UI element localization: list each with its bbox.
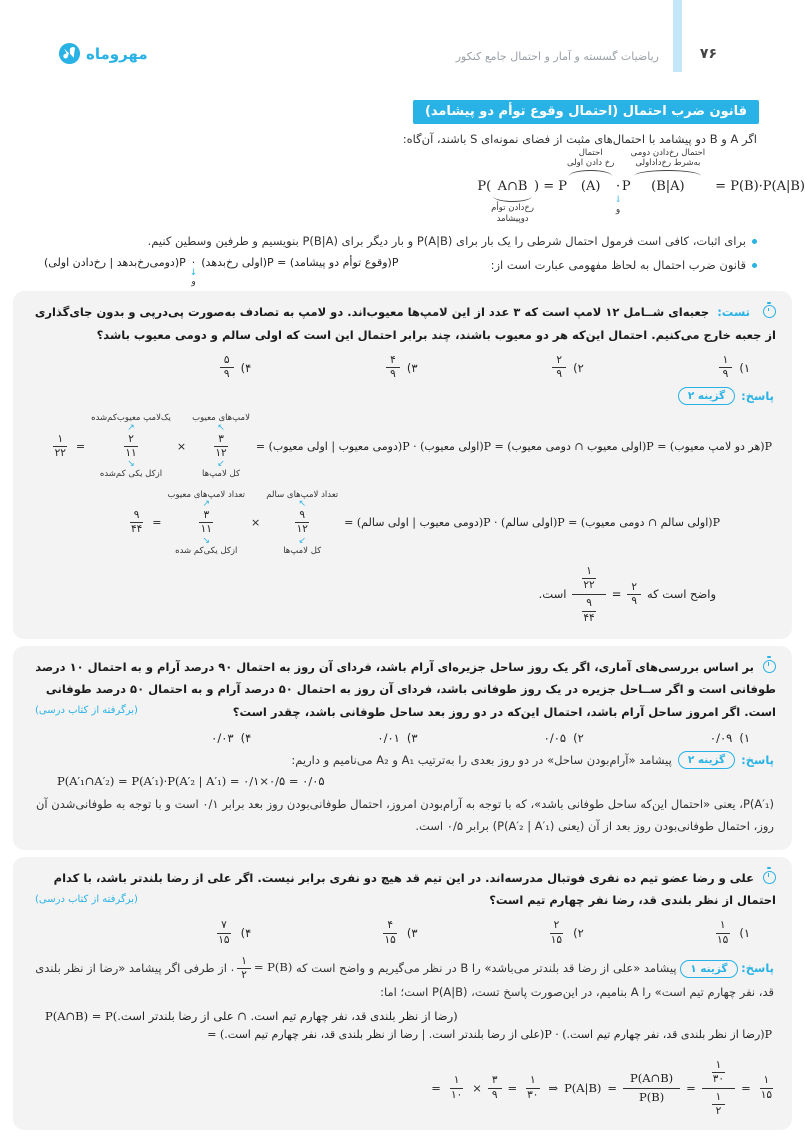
question-1-options (85, 354, 750, 381)
header-book-title: ریاضیات گسسته و آمار و احتمال جامع کنکور (455, 50, 659, 63)
down-arrow-icon: ↓ (614, 195, 622, 205)
formula-dot: · (616, 178, 621, 194)
answer-choice-badge: گزینه ۲ (678, 751, 735, 769)
fraction-bottom-label: کل لامپ‌ها (283, 545, 322, 556)
butterfly-logo-icon (58, 42, 81, 65)
option-label: ۲) (573, 360, 584, 375)
fraction-denominator: ۱۱ (200, 523, 212, 536)
question-2-head (29, 656, 776, 723)
fraction-numerator: ۱ (237, 955, 251, 969)
fraction-numerator: ۳ (199, 509, 213, 523)
fraction-denominator: ۱۲ (296, 523, 308, 536)
up-arrow-icon: ↖ (217, 422, 225, 433)
question-2-formula: P(A′₁∩A′₂) = P(A′₁)·P(A′₂ | A′₁) = ۰/۱×۰/۵ = ۰/۰۵ (57, 773, 325, 788)
annotation-joint-occurrence: رخ‌دادن توأم (491, 203, 535, 213)
question-3-text: علی و رضا عضو تیم ده نفری فوتبال مدرسه‌اند. در این تیم قد هیچ دو نفری برابر نیست. اگر علی از رضا بلندتر باشد، با کدام احتمال از نظر بلندی قد، رضا نفر چهارم تیم است؟ (53, 870, 776, 908)
solution-line-first-ok-second-defective (33, 490, 720, 557)
line1-events: رضا از نظر بلندی قد، نفر چهارم تیم است. ∩ علی از رضا بلندتر است. (117, 1008, 454, 1023)
fraction-numerator: ۱ (582, 565, 596, 579)
conclusion-pre-text: واضح است که (646, 587, 716, 602)
answer-intro-part1: پیشامد «علی از رضا قد بلندتر می‌باشد» را B در نظر می‌گیریم و واضح است که (296, 960, 677, 975)
option-label: ۳) (406, 360, 418, 375)
fraction-numerator: ۲ (550, 919, 564, 933)
question-1-head (29, 301, 776, 346)
and-word: و (191, 276, 196, 287)
fraction-top-label: یک‌لامپ معیوب‌کم‌شده (91, 413, 171, 424)
question-2-options (85, 731, 750, 745)
p-of-b: P(B) = (253, 960, 293, 975)
fraction-numerator: ۱ (712, 1059, 726, 1073)
times-sign: × (176, 439, 187, 453)
section-title-banner: قانون ضرب احتمال (احتمال وقوع توأم دو پیشامد) (413, 100, 759, 124)
fraction-denominator: ۴۴ (130, 523, 143, 536)
up-arrow-icon: ↗ (202, 499, 211, 510)
question-2-explanation: P(A′₁)، یعنی «احتمال این‌که ساحل طوفانی باشد»، که با توجه به آرام‌بودن امروز، احتمال طوفانی‌بودن روز بعد برابر ۰/۱ است و با توجه به طوفانی‌شدن آن روز، احتمال طوفانی‌بودن روز بعد از آن (یعنی P(A′₂ | A′₁)) برابر ۰/۵ است. (35, 796, 774, 833)
option-1 (584, 354, 750, 381)
question-3-box (13, 857, 792, 1131)
formula-token-a (567, 146, 614, 230)
down-arrow-icon: ↙ (298, 535, 306, 546)
fraction-denominator: ۱۵ (760, 1088, 772, 1101)
fraction-denominator: ۱۵ (550, 933, 563, 946)
equals-sign: = (607, 1081, 618, 1096)
option-label: ۱) (739, 360, 750, 375)
option-3 (251, 731, 417, 745)
question-3-line1 (45, 1009, 772, 1023)
up-arrow-icon: ↗ (127, 422, 135, 433)
option-1 (584, 919, 750, 946)
answer-label: پاسخ: (741, 389, 774, 404)
answer-intro-part2: از طرفی اگر پیشامد «رضا از نظر بلندی قد، نفر چهارم تیم است» را A بنامیم، در این‌صورت پاسخ تست، P(A|B) است؛ اما: (35, 960, 774, 999)
line1-latin: P(A∩B) = P( (45, 1008, 118, 1023)
question-3-line3 (431, 1058, 776, 1119)
formula-a-intersect-b: A∩B (497, 178, 528, 194)
formula-paren-ba: (B|A) (651, 178, 685, 194)
complex-fraction (572, 564, 605, 625)
proof-note (14, 232, 757, 252)
equals-sign: = (741, 1081, 751, 1096)
formula-token-ba (631, 146, 706, 230)
option-label: ۴) (240, 360, 252, 375)
fraction-denominator: ۳۰ (712, 1072, 725, 1085)
stopwatch-icon (763, 871, 776, 884)
times-sign: × (472, 1081, 482, 1096)
fraction-denominator: ۱۵ (717, 933, 729, 946)
formula-p-open: P( (477, 178, 492, 194)
formula-rhs: = P(B)·P(A|B) (715, 178, 805, 194)
fraction-denominator: ۳۰ (527, 1088, 539, 1101)
equals-sign: = (152, 516, 162, 530)
stopwatch-icon (763, 305, 776, 318)
fraction-denominator: ۲۲ (583, 579, 595, 592)
answer-choice-badge: گزینه ۲ (678, 387, 735, 405)
fraction-numerator: ۲ (552, 354, 566, 368)
equals-sign: = (431, 1081, 441, 1096)
option-label: ۳) (406, 926, 418, 941)
option-label: ۴) (240, 730, 252, 745)
question-2-text: بر اساس بررسی‌های آماری، اگر یک روز ساحل جزیره‌ای آرام باشد، فردای آن روز به احتمال ۹۰ درصد آرام و به احتمال ۱۰ درصد طوفانی است و اگر ســاحل جزیره در یک روز طوفانی باشد، فردای آن روز به احتمال ۵۰ درصد آرام و به احتمال ۵۰ درصد طوفانی است. اگر امروز ساحل آرام باشد، احتمال این‌که در دو روز بعد ساحل طوفانی باشد، چقدر است؟ (35, 659, 776, 719)
page-header (0, 0, 805, 86)
fraction-numerator: ۳ (488, 1074, 502, 1088)
up-arrow-icon: ↖ (298, 499, 306, 510)
question-1-answer-row (31, 387, 774, 405)
annotation-probability: احتمال (578, 147, 603, 158)
option-2 (418, 919, 584, 946)
fraction-denominator: ۱۵ (218, 933, 230, 946)
fraction-top-label: تعداد لامپ‌های سالم (266, 489, 339, 500)
fraction-bottom-label: کل لامپ‌ها (202, 469, 241, 480)
conceptual-note (491, 256, 757, 276)
complex-fraction (702, 1058, 735, 1119)
fraction-numerator: ۱ (760, 1074, 774, 1088)
down-arrow-icon: ↘ (127, 459, 135, 470)
question-1-tag: تست: (717, 305, 750, 320)
source-note: (برگرفته از کتاب درسی) (35, 893, 138, 905)
equals-sign: = (611, 587, 622, 602)
section-intro: اگر A و B دو پیشامد با احتمال‌های مثبت از فضای نمونه‌ای S باشند، آن‌گاه: (402, 132, 757, 146)
fraction-numerator: ۱ (53, 433, 67, 447)
page-number: ۷۶ (699, 46, 717, 62)
fraction-denominator: ۲ (715, 1105, 722, 1118)
fraction-denominator: ۹ (223, 368, 230, 381)
question-2-answer-row (31, 751, 774, 769)
option-label: ۲) (573, 730, 584, 745)
dot: · (191, 255, 196, 269)
labeled-fraction (192, 413, 250, 480)
option-value: ۰/۰۱ (377, 730, 400, 745)
bullet-icon (752, 263, 757, 268)
option-4 (85, 354, 251, 381)
fraction-denominator: ۲۲ (54, 446, 66, 459)
option-label: ۲) (573, 926, 584, 941)
fraction-numerator: ۵ (220, 354, 234, 368)
bullet-icon (752, 239, 757, 244)
annotation-first-occurs: رخ دادن اولی (567, 158, 615, 169)
option-value: ۰/۰۳ (211, 730, 234, 745)
equals-sign: = (507, 1081, 518, 1096)
annotation-second-probability: احتمال رخ‌دادن دومی (630, 147, 706, 158)
formula-token-dot (614, 146, 622, 230)
option-2 (418, 731, 584, 745)
fraction-numerator: ۳ (214, 433, 228, 447)
formula-paren-a: (A) (580, 178, 601, 194)
option-1 (584, 731, 750, 745)
fraction-numerator: ۱ (526, 1074, 540, 1088)
fraction-denominator: ۹ (722, 368, 729, 381)
times-sign: × (251, 516, 261, 530)
question-1-box (13, 291, 792, 639)
p-a-given-b: P(A|B) (564, 1081, 602, 1096)
conceptual-formula-dot (189, 255, 198, 287)
solution-line-both-defective (33, 413, 772, 480)
fraction-numerator: P(A∩B) (623, 1071, 680, 1089)
conceptual-note-row (44, 255, 757, 287)
option-4 (85, 731, 251, 745)
fraction-denominator: ۱۵ (384, 933, 396, 946)
formula-token (477, 146, 491, 230)
labeled-fraction (167, 490, 245, 557)
conceptual-formula (44, 255, 399, 287)
fraction-top-label: لامپ‌های معیوب (192, 413, 250, 424)
multiplication-law-formula (477, 146, 805, 230)
period: . (230, 960, 235, 975)
formula-p: P (621, 178, 631, 194)
annotation-given-first: به‌شرط رخ‌داداولی (635, 158, 701, 169)
question-2-box (13, 646, 792, 850)
formula-token (622, 146, 631, 230)
fraction-bottom-label: ازکل یکی‌کم شده (175, 545, 238, 556)
fraction-denominator: ۱۱ (125, 446, 137, 459)
conclusion-post-text: است. (538, 587, 567, 602)
conceptual-formula-left: P(دومی‌رخ‌بدهد | رخ‌دادن اولی) (44, 255, 186, 269)
fraction-denominator: ۹ (390, 368, 396, 381)
conclusion-line (33, 564, 716, 625)
option-3 (251, 919, 417, 946)
question-3-options (85, 919, 750, 946)
option-label: ۱) (739, 730, 750, 745)
expression: P(هر دو لامپ معیوب) = P(اولی معیوب ∩ دومی معیوب) = P(اولی معیوب) · P(دومی معیوب | اولی معیوب) = (255, 439, 772, 453)
fraction-denominator: ۹ (631, 594, 637, 607)
header-divider-bar (673, 0, 682, 72)
fraction-numerator: ۱ (712, 1091, 726, 1105)
option-label: ۱) (739, 926, 750, 941)
line1-close: ) (453, 1008, 458, 1023)
fraction-numerator: ۹ (295, 509, 309, 523)
down-arrow-icon: ↙ (217, 459, 225, 470)
fraction-numerator: ۱ (450, 1074, 464, 1088)
formula-token (534, 146, 567, 230)
underbrace (493, 196, 532, 202)
fraction-denominator: P(B) (639, 1090, 665, 1105)
down-arrow-icon: ↘ (202, 535, 211, 546)
fraction-denominator: ۱۰ (450, 1088, 463, 1101)
question-3-head (29, 867, 776, 912)
answer-intro: پیشامد «آرام‌بودن ساحل» در دو روز بعدی را به‌ترتیب A₁ و A₂ می‌نامیم و داریم: (291, 752, 672, 767)
expression: P(اولی سالم ∩ دومی معیوب) = P(اولی سالم) · P(دومی معیوب | اولی سالم) = (344, 516, 720, 530)
publisher-name: مهروماه (86, 44, 148, 63)
symbolic-fraction (623, 1071, 680, 1105)
answer-label: پاسخ: (741, 960, 774, 975)
fraction-denominator: ۲ (241, 968, 247, 981)
option-2 (418, 354, 584, 381)
proof-note-text: برای اثبات، کافی است فرمول احتمال شرطی را یک بار برای P(A|B) و بار دیگر برای P(B|A) بنویسیم و طرفین وسطین کنیم. (147, 234, 746, 248)
inline-probability (231, 955, 293, 982)
fraction-numerator: ۲ (627, 581, 641, 595)
publisher-logo (58, 42, 148, 65)
option-value: ۰/۰۵ (543, 730, 567, 745)
answer-label: پاسخ: (741, 752, 774, 767)
fraction-numerator: ۱ (719, 354, 733, 368)
fraction-denominator: ۱۲ (215, 446, 227, 459)
fraction-top-label: تعداد لامپ‌های معیوب (167, 489, 246, 500)
equals-sign: = (686, 1081, 696, 1096)
option-label: ۴) (240, 926, 252, 941)
answer-choice-badge: گزینه ۱ (680, 960, 737, 978)
stopwatch-icon (763, 660, 776, 673)
fraction-numerator: ۷ (217, 919, 231, 933)
labeled-fraction (91, 413, 171, 480)
fraction-numerator: ۲ (124, 433, 138, 447)
labeled-fraction (266, 490, 338, 557)
formula-token-rhs (715, 146, 805, 230)
question-3-line2: P(رضا از نظر بلندی قد، نفر چهارم تیم است.) · P(علی از رضا بلندتر است. | رضا از نظر بلندی قد، نفر چهارم تیم است.) = (207, 1027, 772, 1041)
conclusion-math (572, 564, 641, 625)
fraction-numerator: ۹ (582, 597, 596, 611)
question-1-text: جعبه‌ای شــامل ۱۲ لامپ است که ۳ عدد از این لامپ‌ها معیوب‌اند. دو لامپ به تصادف به‌صورت پی‌درپی و بدون جای‌گذاری از جعبه خارج می‌کنیم. احتمال این‌که هر دو معیوب باشند، چند برابر احتمال این است که اولی سالم و دومی معیوب باشد؟ (34, 305, 776, 342)
source-note: (برگرفته از کتاب درسی) (35, 705, 138, 717)
fraction-denominator: ۴۴ (583, 611, 595, 624)
formula-equals-p: ) = P (534, 178, 567, 194)
conceptual-note-text: قانون ضرب احتمال به لحاظ مفهومی عبارت است از: (490, 257, 746, 272)
implies-arrow: ⇒ (548, 1081, 559, 1096)
fraction-numerator: ۱ (716, 919, 730, 933)
conceptual-formula-right: P(وقوع توأم دو پیشامد) = P(اولی رخ‌بدهد) (201, 255, 399, 269)
formula-token-intersection (491, 146, 534, 230)
annotation-two-events: دوپیشامد (496, 213, 529, 224)
fraction-denominator: ۹ (556, 368, 563, 381)
down-arrow-icon: ↓ (189, 267, 198, 278)
option-3 (251, 354, 417, 381)
fraction-numerator: ۴ (383, 919, 397, 933)
annotation-and-word: و (615, 205, 621, 215)
fraction-numerator: ۴ (386, 354, 400, 368)
option-label: ۳) (406, 730, 418, 745)
fraction-numerator: ۹ (130, 509, 144, 523)
fraction-denominator: ۹ (491, 1088, 498, 1101)
equals-sign: = (75, 439, 86, 453)
option-value: ۰/۰۹ (709, 730, 733, 745)
option-4 (85, 919, 251, 946)
fraction-bottom-label: ازکل یکی کم‌شده (99, 469, 163, 480)
question-3-answer-intro (31, 955, 774, 1004)
